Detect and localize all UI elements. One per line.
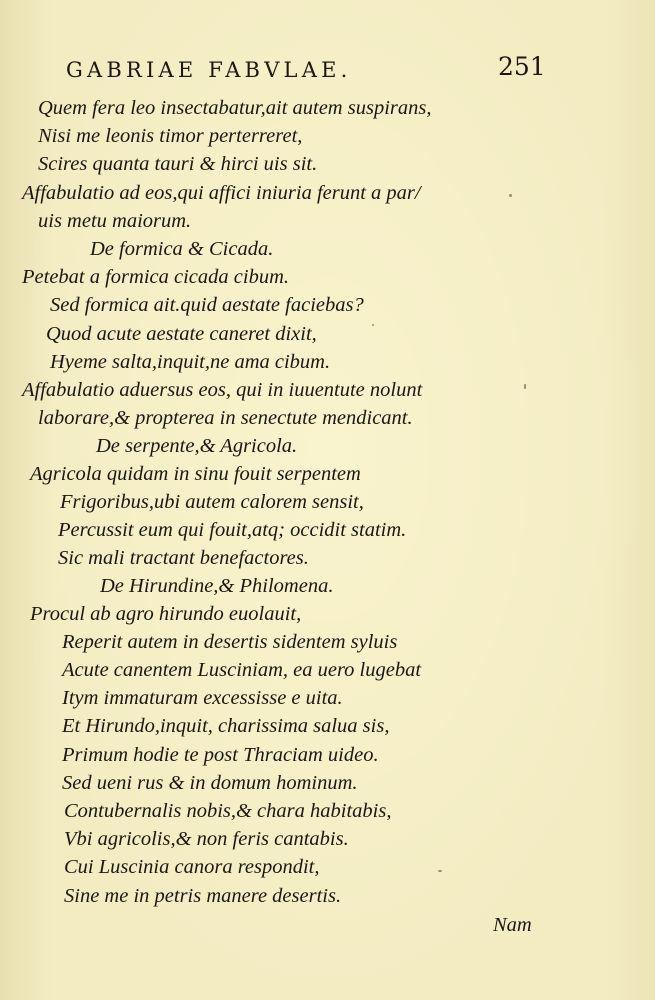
text-line: Agricola quidam in sinu fouit serpentem bbox=[30, 463, 361, 485]
catchword: Nam bbox=[493, 914, 532, 936]
text-line: Quod acute aestate caneret dixit, bbox=[46, 323, 317, 345]
ink-speck bbox=[372, 324, 374, 326]
text-line: Acute canentem Lusciniam, ea uero lugebat bbox=[62, 659, 422, 681]
text-line: Affabulatio ad eos,qui affici iniuria ferunt a par/ bbox=[22, 182, 421, 204]
text-line: Hyeme salta,inquit,ne ama cibum. bbox=[50, 351, 331, 373]
text-line: Frigoribus,ubi autem calorem sensit, bbox=[60, 491, 364, 513]
text-line: Primum hodie te post Thraciam uideo. bbox=[62, 744, 379, 766]
text-line: Cui Luscinia canora respondit, bbox=[64, 856, 320, 878]
ink-speck bbox=[509, 194, 512, 197]
text-line: uis metu maiorum. bbox=[38, 210, 192, 232]
text-line: Vbi agricolis,& non feris cantabis. bbox=[64, 828, 349, 850]
section-heading: De serpente,& Agricola. bbox=[96, 435, 298, 457]
text-line: Petebat a formica cicada cibum. bbox=[22, 266, 290, 288]
ink-speck bbox=[438, 870, 442, 872]
ink-speck bbox=[524, 384, 526, 389]
text-line: laborare,& propterea in senectute mendicant. bbox=[38, 407, 413, 429]
text-line: Scires quanta tauri & hirci uis sit. bbox=[38, 153, 318, 175]
text-line: Sic mali tractant benefactores. bbox=[58, 547, 309, 569]
text-line: Sed formica ait.quid aestate faciebas? bbox=[50, 294, 364, 316]
text-line: Itym immaturam excessisse e uita. bbox=[62, 687, 343, 709]
text-line: Quem fera leo insectabatur,ait autem suspirans, bbox=[38, 97, 432, 119]
running-title: GABRIAE FABVLAE. bbox=[66, 58, 352, 82]
text-line: Procul ab agro hirundo euolauit, bbox=[30, 603, 302, 625]
page-number: 251 bbox=[498, 52, 546, 81]
text-line: Sine me in petris manere desertis. bbox=[64, 885, 342, 907]
text-line: Percussit eum qui fouit,atq; occidit statim. bbox=[58, 519, 407, 541]
text-line: Sed ueni rus & in domum hominum. bbox=[62, 772, 358, 794]
section-heading: De Hirundine,& Philomena. bbox=[100, 575, 334, 597]
text-line: Et Hirundo,inquit, charissima salua sis, bbox=[62, 715, 390, 737]
text-line: Contubernalis nobis,& chara habitabis, bbox=[64, 800, 392, 822]
text-line: Nisi me leonis timor perterreret, bbox=[38, 125, 303, 147]
text-line: Reperit autem in desertis sidentem syluis bbox=[62, 631, 398, 653]
section-heading: De formica & Cicada. bbox=[90, 238, 274, 260]
text-line: Affabulatio aduersus eos, qui in iuuentute nolunt bbox=[22, 379, 423, 401]
